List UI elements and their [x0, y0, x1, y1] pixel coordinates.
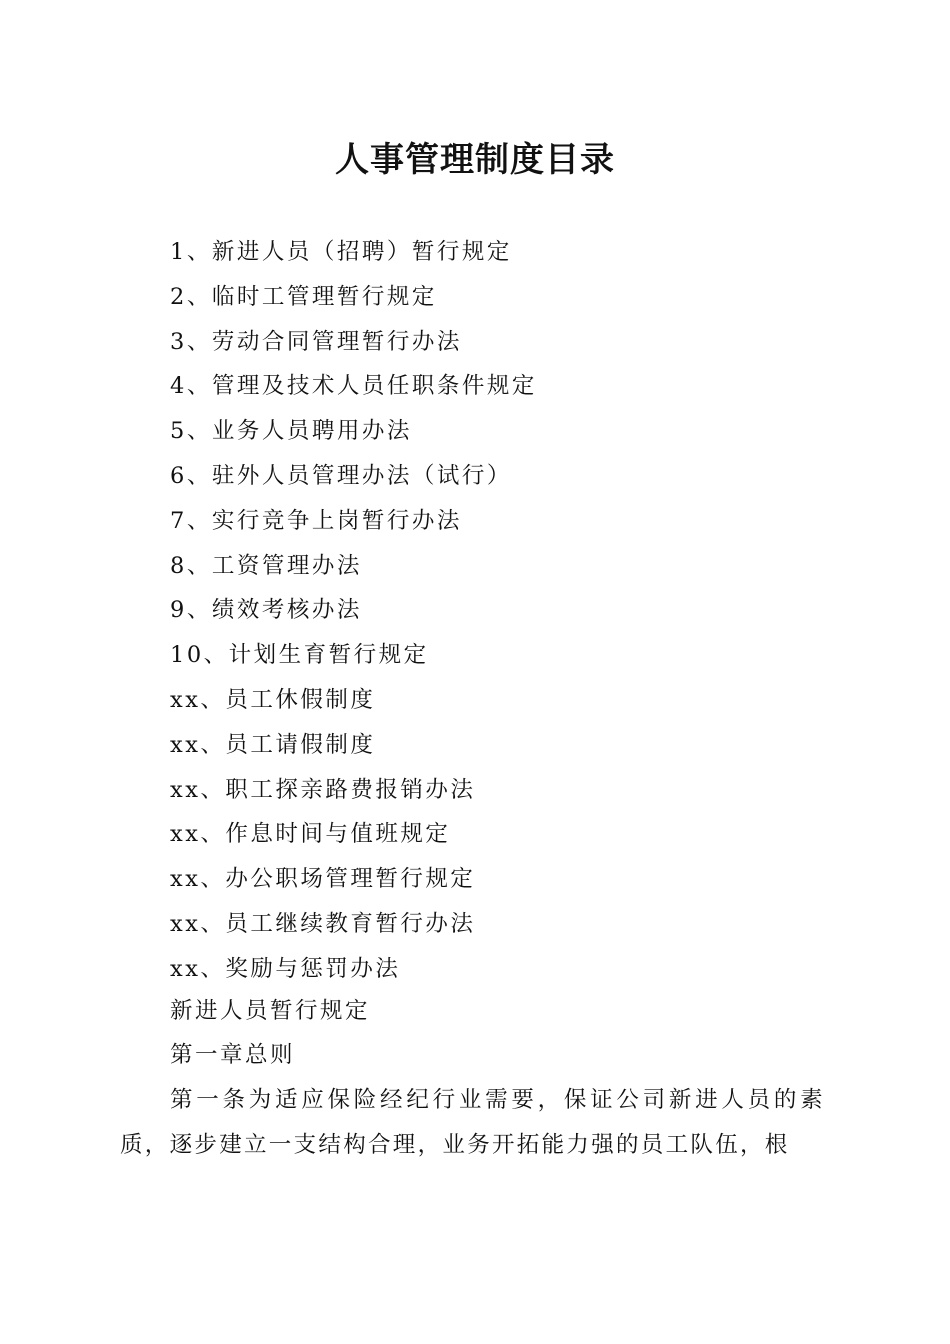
- table-of-contents: [170, 230, 850, 992]
- toc-item: 7、实行竞争上岗暂行办法: [170, 507, 462, 534]
- toc-item: 1、新进人员（招聘）暂行规定: [170, 239, 512, 265]
- toc-item: xx、员工休假制度: [170, 686, 376, 713]
- toc-item: 3、劳动合同管理暂行办法: [170, 328, 462, 355]
- toc-item: xx、作息时间与值班规定: [170, 821, 451, 848]
- toc-item: 6、驻外人员管理办法（试行）: [170, 462, 512, 489]
- toc-item: xx、办公职场管理暂行规定: [170, 866, 476, 893]
- toc-item: 10、计划生育暂行规定: [170, 642, 429, 669]
- toc-item: 9、绩效考核办法: [170, 597, 362, 624]
- document-title: 人事管理制度目录: [335, 140, 615, 180]
- section-title: 新进人员暂行规定: [170, 998, 371, 1024]
- toc-item: 8、工资管理办法: [170, 552, 362, 579]
- chapter-title: 第一章总则: [170, 1042, 296, 1068]
- toc-item: 2、临时工管理暂行规定: [170, 283, 437, 310]
- toc-item: xx、员工继续教育暂行办法: [170, 910, 476, 937]
- toc-item: xx、职工探亲路费报销办法: [170, 776, 476, 803]
- toc-item: 4、管理及技术人员任职条件规定: [170, 373, 537, 400]
- toc-item: xx、奖励与惩罚办法: [170, 955, 401, 982]
- toc-item: 5、业务人员聘用办法: [170, 418, 412, 445]
- toc-item: xx、员工请假制度: [170, 731, 376, 758]
- body-paragraph: 第一条为适应保险经纪行业需要，保证公司新进人员的素质，逐步建立一支结构合理，业务开拓能力强的员工队伍，根: [120, 1087, 825, 1158]
